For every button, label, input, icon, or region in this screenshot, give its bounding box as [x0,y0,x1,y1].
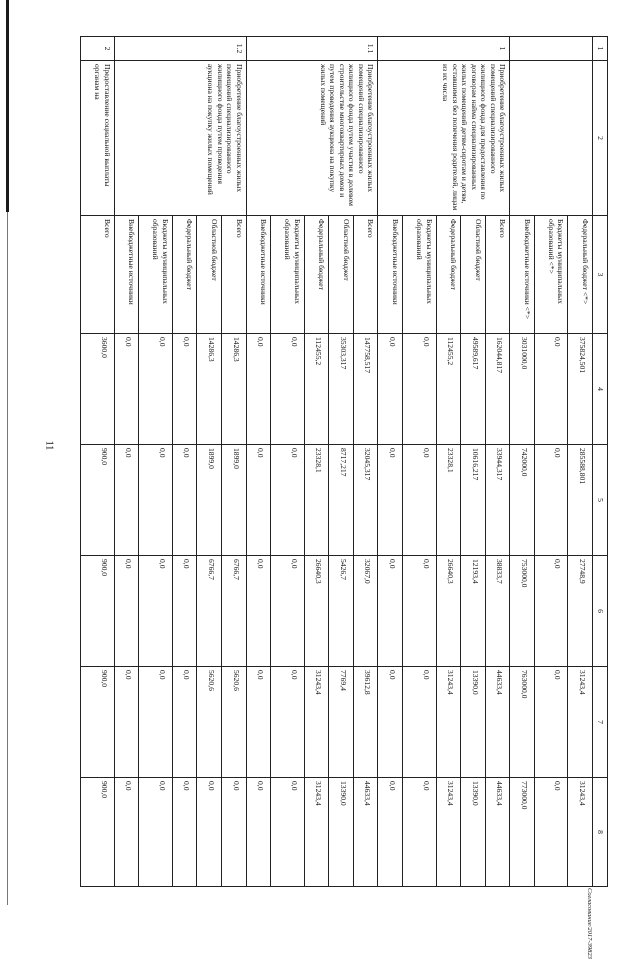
amount-cell: 38833,7 [485,556,510,667]
amount-cell: 0,0 [402,556,436,667]
amount-cell: 6766,7 [222,556,247,667]
amount-cell: 1899,0 [222,445,247,556]
col-header: 2 [593,61,608,216]
amount-cell: 44633,4 [485,667,510,778]
amount-cell: 26640,3 [304,556,329,667]
funding-source: Бюджеты муниципальных образований <*> [534,216,568,334]
amount-cell: 0,0 [271,445,305,556]
table-row [353,37,378,887]
amount-cell: 375824,501 [568,334,593,445]
amount-cell: 39612,8 [353,667,378,778]
amount-cell: 0,0 [402,445,436,556]
col-header: 7 [593,667,608,778]
table-row [81,37,115,887]
amount-cell: 0,0 [172,445,197,556]
amount-cell: 8717,217 [329,445,354,556]
amount-cell: 13390,0 [461,667,486,778]
table-row [485,37,510,887]
amount-cell: 0,0 [402,667,436,778]
amount-cell: 0,0 [172,556,197,667]
col-header: 4 [593,334,608,445]
amount-cell: 0,0 [402,334,436,445]
document-stamp: Согласование/2017-39823 [586,888,593,959]
amount-cell: 14286,3 [197,334,222,445]
funding-source: Федеральный бюджет [172,216,197,334]
item-name: Предоставление социальной выплаты органам на [81,61,115,216]
funding-source: Областной бюджет [461,216,486,334]
amount-cell: 23328,1 [436,445,461,556]
amount-cell: 31243,4 [436,667,461,778]
amount-cell: 12193,4 [461,556,486,667]
amount-cell: 0,0 [172,778,197,887]
amount-cell: 49589,617 [461,334,486,445]
amount-cell: 900,0 [81,445,115,556]
funding-source: Бюджеты муниципальных образований [139,216,173,334]
amount-cell: 0,0 [246,667,271,778]
amount-cell: 0,0 [246,556,271,667]
amount-cell: 0,0 [246,778,271,887]
item-number: 1.2 [114,37,246,61]
amount-cell: 0,0 [172,334,197,445]
funding-source: Всего [222,216,247,334]
amount-cell: 44633,4 [485,778,510,887]
item-name: Приобретение благоустроенных жилых помещений специализированного жилищного фонда путем участия в долевом строительстве многоквартирных домов и путем проведения аукциона на покупку жилых помещений [246,61,378,216]
funding-source: Федеральный бюджет [304,216,329,334]
amount-cell: 14286,3 [222,334,247,445]
rotated-table-wrapper [80,36,608,886]
item-number [510,37,593,61]
amount-cell: 5426,7 [329,556,354,667]
amount-cell: 32067,0 [353,556,378,667]
amount-cell: 285588,801 [568,445,593,556]
funding-source: Всего [485,216,510,334]
funding-source: Внебюджетные источники [378,216,403,334]
item-name: Приобретение благоустроенных жилых помещений специализированного жилищного фонда путем проведения аукциона на покупку жилых помещений [114,61,246,216]
item-number: 1 [378,37,510,61]
amount-cell: 0,0 [534,334,568,445]
amount-cell: 742000,0 [510,445,535,556]
funding-source: Федеральный бюджет <*> [568,216,593,334]
amount-cell: 31243,4 [304,667,329,778]
col-header: 3 [593,216,608,334]
amount-cell: 26640,3 [436,556,461,667]
amount-cell: 0,0 [402,778,436,887]
amount-cell: 0,0 [271,667,305,778]
page-number: 11 [43,440,55,451]
amount-cell: 31243,4 [304,778,329,887]
amount-cell: 0,0 [114,334,139,445]
amount-cell: 0,0 [139,445,173,556]
table-body [81,37,608,887]
amount-cell: 0,0 [172,667,197,778]
funding-source: Внебюджетные источники <*> [510,216,535,334]
amount-cell: 3031000,0 [510,334,535,445]
funding-source: Областной бюджет [197,216,222,334]
amount-cell: 5620,6 [197,667,222,778]
amount-cell: 7769,4 [329,667,354,778]
amount-cell: 773000,0 [510,778,535,887]
amount-cell: 112455,2 [304,334,329,445]
left-margin-bar [6,0,9,212]
amount-cell: 0,0 [534,445,568,556]
amount-cell: 1899,0 [197,445,222,556]
amount-cell: 0,0 [271,334,305,445]
table-row [568,37,593,887]
col-header: 1 [593,37,608,61]
amount-cell: 0,0 [197,778,222,887]
funding-source: Внебюджетные источники [246,216,271,334]
left-margin-line [7,212,8,905]
amount-cell: 32045,317 [353,445,378,556]
funding-source: Бюджеты муниципальных образований [271,216,305,334]
amount-cell: 0,0 [534,778,568,887]
amount-cell: 0,0 [246,334,271,445]
amount-cell: 0,0 [139,556,173,667]
table-row [222,37,247,887]
item-name: Приобретение благоустроенных жилых помещений специализированного жилищного фонда для предоставления по договорам найма специализированных жилых помещений детям-сиротам и детям, оставшимся без попечения родителей, лицам из их числа [378,61,510,216]
amount-cell: 31243,4 [568,667,593,778]
item-name [510,61,593,216]
amount-cell: 13390,0 [461,778,486,887]
amount-cell: 13390,0 [329,778,354,887]
funding-source: Бюджеты муниципальных образований [402,216,436,334]
amount-cell: 31243,4 [568,778,593,887]
amount-cell: 0,0 [222,778,247,887]
amount-cell: 0,0 [139,667,173,778]
amount-cell: 0,0 [534,556,568,667]
amount-cell: 27748,9 [568,556,593,667]
amount-cell: 0,0 [378,556,403,667]
amount-cell: 31243,4 [436,778,461,887]
amount-cell: 763000,0 [510,667,535,778]
amount-cell: 0,0 [378,778,403,887]
amount-cell: 0,0 [114,778,139,887]
amount-cell: 44633,4 [353,778,378,887]
amount-cell: 10616,217 [461,445,486,556]
table-header-row [593,37,608,887]
amount-cell: 6766,7 [197,556,222,667]
col-header: 6 [593,556,608,667]
amount-cell: 0,0 [139,778,173,887]
amount-cell: 900,0 [81,667,115,778]
funding-source: Всего [81,216,115,334]
amount-cell: 900,0 [81,778,115,887]
amount-cell: 0,0 [114,667,139,778]
funding-source: Всего [353,216,378,334]
item-number: 2 [81,37,115,61]
amount-cell: 5620,6 [222,667,247,778]
amount-cell: 0,0 [139,334,173,445]
col-header: 8 [593,778,608,887]
amount-cell: 900,0 [81,556,115,667]
amount-cell: 35303,317 [329,334,354,445]
amount-cell: 0,0 [246,445,271,556]
funding-source: Внебюджетные источники [114,216,139,334]
amount-cell: 0,0 [378,445,403,556]
amount-cell: 753000,0 [510,556,535,667]
item-number: 1.1 [246,37,378,61]
amount-cell: 33944,317 [485,445,510,556]
amount-cell: 147758,517 [353,334,378,445]
amount-cell: 0,0 [378,334,403,445]
amount-cell: 0,0 [378,667,403,778]
funding-source: Областной бюджет [329,216,354,334]
funding-source: Федеральный бюджет [436,216,461,334]
amount-cell: 0,0 [534,667,568,778]
budget-table [80,36,608,887]
col-header: 5 [593,445,608,556]
amount-cell: 0,0 [114,556,139,667]
amount-cell: 162044,817 [485,334,510,445]
amount-cell: 23328,1 [304,445,329,556]
amount-cell: 112455,2 [436,334,461,445]
amount-cell: 0,0 [271,556,305,667]
amount-cell: 0,0 [271,778,305,887]
amount-cell: 3600,0 [81,334,115,445]
amount-cell: 0,0 [114,445,139,556]
